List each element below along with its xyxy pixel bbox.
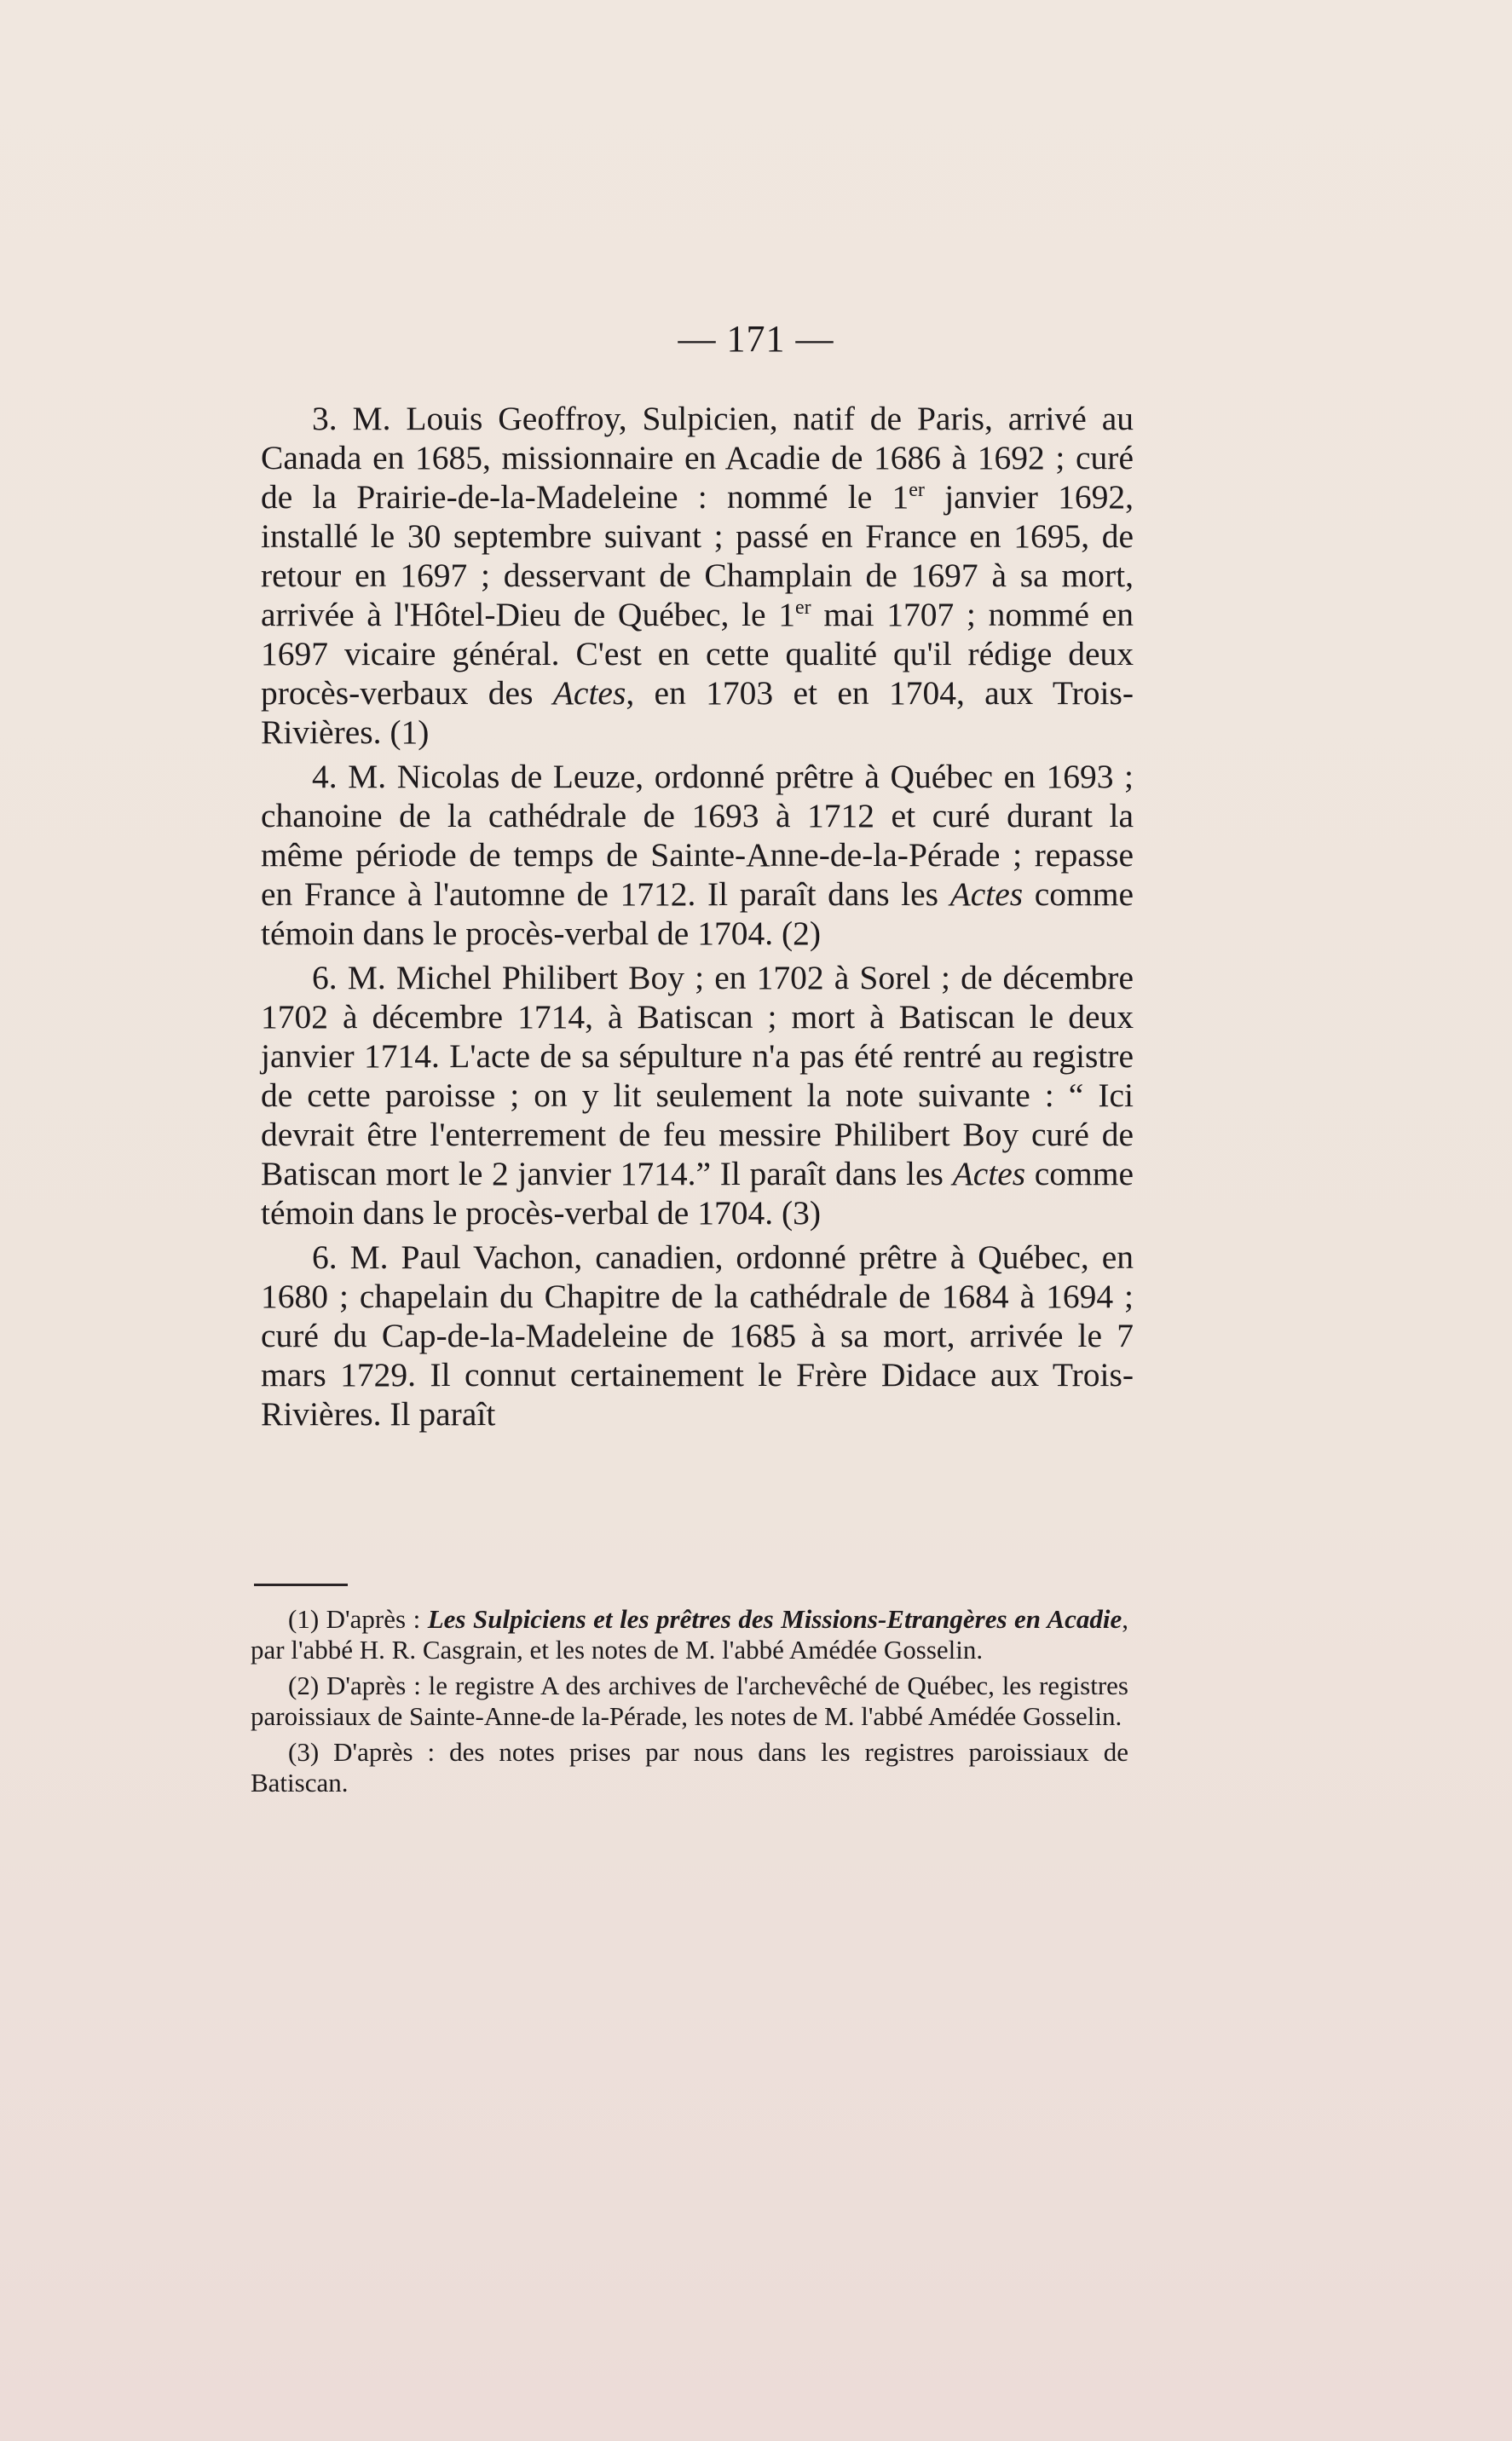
footnote-book-title: Les Sulpiciens et les prêtres des Missions-Etrangères en Acadie [427, 1604, 1122, 1634]
main-text [261, 399, 1134, 1434]
paragraph-text: mai 1707 ; nommé en 1697 vicaire général. C'est en cette qualité qu'il rédige deux procès-verbaux des [261, 596, 1134, 712]
paragraph-michel-philibert-boy [261, 958, 1134, 1232]
footnote-1 [251, 1604, 1128, 1665]
paragraph-paul-vachon [261, 1238, 1134, 1434]
paragraph-text: 3. M. Louis Geoffroy, Sulpicien, natif de Paris, arrivé au Canada en 1685, missionnaire en Acadie de 1686 à 1692 ; curé de la Prairie-de-la-Madeleine : nommé le 1 [261, 400, 1134, 516]
paragraph-nicolas-de-leuze [261, 757, 1134, 953]
footnote-3: (3) D'après : des notes prises par nous dans les registres paroissiaux de Batiscan. [251, 1737, 1128, 1798]
superscript: er [909, 479, 925, 501]
paragraph-text: comme témoin dans le procès-verbal de 1704. (3) [261, 1155, 1134, 1232]
footnote-2: (2) D'après : le registre A des archives de l'archevêché de Québec, les registres paroissiaux de Sainte-Anne-de la-Pérade, les notes de M. l'abbé Amédée Gosselin. [251, 1671, 1128, 1731]
paragraph-louis-geoffroy [261, 399, 1134, 752]
superscript: er [795, 597, 811, 619]
paragraph-text: 6. M. Michel Philibert Boy ; en 1702 à Sorel ; de décembre 1702 à décembre 1714, à Batiscan ; mort à Batiscan le deux janvier 1714. L'acte de sa sépulture n'a pas été rentré au registre de cette paroisse ; on y lit seulement la note suivante : “ Ici devrait être l'enterrement de feu messire Philibert Boy curé de Batiscan mort le 2 janvier 1714.” Il paraît dans les [261, 959, 1134, 1192]
paragraph-text: 4. M. Nicolas de Leuze, ordonné prêtre à Québec en 1693 ; chanoine de la cathédrale de 1693 à 1712 et curé durant la même période de temps de Sainte-Anne-de-la-Pérade ; repasse en France à l'automne de 1712. Il paraît dans les [261, 758, 1134, 913]
paragraph-text: janvier 1692, installé le 30 septembre suivant ; passé en France en 1695, de retour en 1697 ; desservant de Champlain de 1697 à sa mort, arrivée à l'Hôtel-Dieu de Québec, le 1 [261, 478, 1134, 633]
italic-title: Actes [552, 674, 626, 712]
footnote-separator [254, 1584, 348, 1586]
italic-title: Actes [949, 875, 1024, 913]
paragraph-text: , en 1703 et en 1704, aux Trois-Rivières. (1) [261, 674, 1134, 751]
footnote-text: , par l'abbé H. R. Casgrain, et les notes de M. l'abbé Amédée Gosselin. [251, 1604, 1128, 1665]
footnote-label: (1) D'après : [288, 1604, 428, 1634]
italic-title: Actes [952, 1155, 1026, 1192]
page-number [0, 317, 1512, 361]
paragraph-text: comme témoin dans le procès-verbal de 1704. (2) [261, 875, 1134, 952]
page-number-value: 171 [726, 318, 786, 360]
paragraph-text: 6. M. Paul Vachon, canadien, ordonné prêtre à Québec, en 1680 ; chapelain du Chapitre de la cathédrale de 1684 à 1694 ; curé du Cap-de-la-Madeleine de 1685 à sa mort, arrivée le 7 mars 1729. Il connut certainement le Frère Didace aux Trois-Rivières. Il paraît [261, 1238, 1134, 1433]
page-number-dash-left: — [678, 318, 717, 360]
footnotes [251, 1604, 1128, 1803]
page-number-dash-right: — [795, 318, 834, 360]
